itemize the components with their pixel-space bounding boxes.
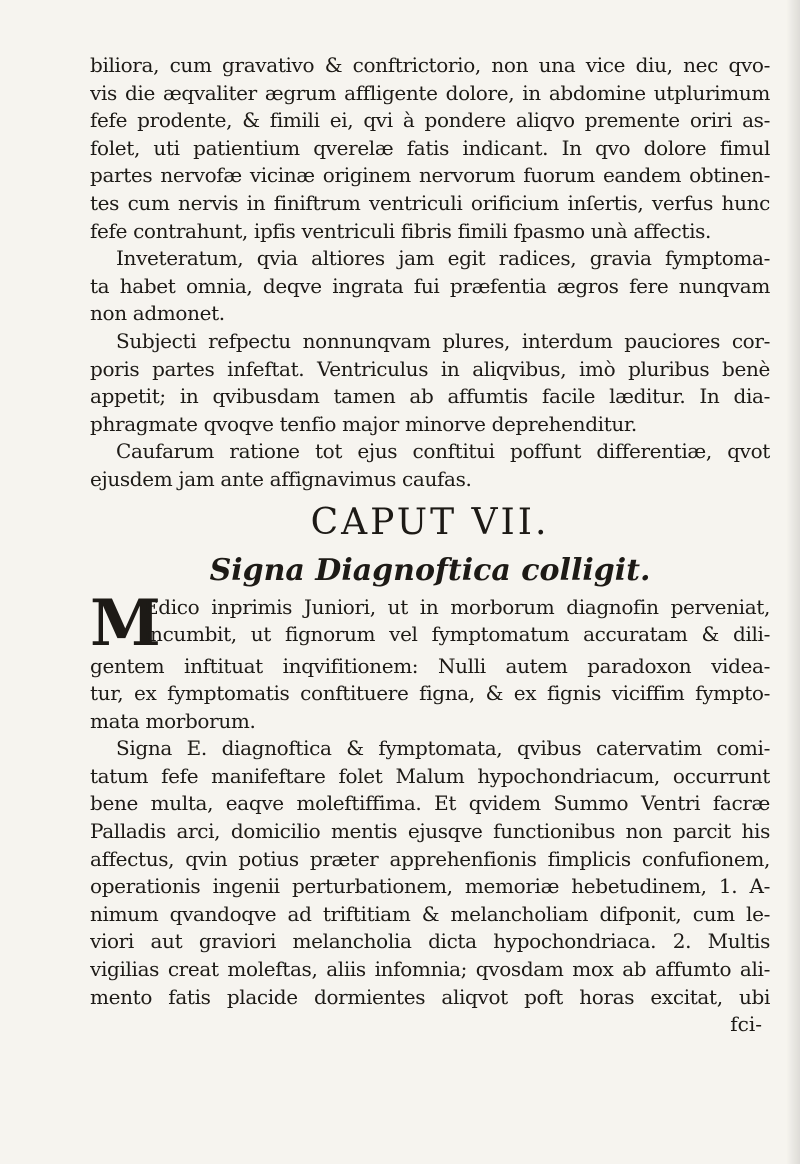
text-line: mata morborum. <box>90 708 256 733</box>
text-line: affectus, qvin potius præter apprehenfionis fimplicis confufionem, <box>90 846 770 871</box>
text-line: Signa E. diagnoftica & fymptomata, qvibus catervatim comi- <box>116 736 770 761</box>
text-line: Edico inprimis Juniori, ut in morborum diagnofin perveniat, <box>144 594 770 619</box>
text-line: ejusdem jam ante affignavimus caufas. <box>90 466 472 491</box>
text-line: fefe contrahunt, ipfis ventriculi fibris fimili fpasmo unà affectis. <box>90 218 712 243</box>
text-line: tatum fefe manifeftare folet Malum hypochondriacum, occurrunt <box>90 763 770 788</box>
chapter-heading: CAPUT VII. <box>310 501 550 543</box>
text-line: tes cum nervis in finiftrum ventriculi orificium inſertis, verfus hunc <box>90 190 770 215</box>
text-line: mento fatis placide dormientes aliqvot poft horas excitat, ubi <box>90 984 770 1009</box>
text-line: appetit; in qvibusdam tamen ab affumtis facile læditur. In dia- <box>90 384 770 409</box>
chapter-subheading: Signa Diagnoftica colligit. <box>209 552 651 588</box>
text-line: tur, ex fymptomatis conftituere figna, & ex fignis viciffim fympto- <box>90 681 770 706</box>
text-line: Caufarum ratione tot ejus conftitui poffunt differentiæ, qvot <box>116 439 770 464</box>
text-line: bene multa, eaqve moleftiffima. Et qvidem Summo Ventri facræ <box>90 791 770 816</box>
text-line: vis die æqvaliter ægrum affligente dolore, in abdomine utplurimum <box>90 80 770 105</box>
catchword: fci- <box>730 1012 762 1037</box>
text-line: partes nervofæ vicinæ originem nervorum fuorum eandem obtinen- <box>90 163 770 188</box>
text-line: poris partes infeftat. Ventriculus in aliqvibus, imò pluribus benè <box>90 356 770 381</box>
text-line: fefe prodente, & fimili ei, qvi à pondere aliqvo premente oriri as- <box>90 108 770 133</box>
text-line: gentem inftituat inqvifitionem: Nulli autem paradoxon videa- <box>90 653 770 678</box>
text-line: Palladis arci, domicilio mentis ejusqve functionibus non parcit his <box>90 819 770 844</box>
text-line: operationis ingenii perturbationem, memoriæ hebetudinem, 1. A- <box>90 874 770 899</box>
text-line: nimum qvandoqve ad triftitiam & melancholiam difponit, cum le- <box>90 901 770 926</box>
text-line: viori aut graviori melancholia dicta hypochondriaca. 2. Multis <box>90 929 770 954</box>
text-block <box>90 52 770 1039</box>
text-line: vigilias creat moleftas, aliis infomnia; qvosdam mox ab affumto ali- <box>90 957 770 982</box>
text-line: Subjecti refpectu nonnunqvam plures, interdum pauciores cor- <box>116 328 770 353</box>
text-line: ta habet omnia, deqve ingrata fui præfentia ægros fere nunqvam <box>90 273 770 298</box>
text-line: Inveteratum, qvia altiores jam egit radices, gravia fymptoma- <box>116 246 770 271</box>
text-line: folet, uti patientium qverelæ fatis indicant. In qvo dolore fimul <box>90 135 770 160</box>
drop-cap-paragraph <box>90 585 770 661</box>
text-line: phragmate qvoqve tenfio major minorve deprehenditur. <box>90 411 637 436</box>
text-line: incumbit, ut fignorum vel fymptomatum accuratam & dili- <box>144 622 770 647</box>
text-line: biliora, cum gravativo & conftrictorio, non una vice diu, nec qvo- <box>90 53 770 77</box>
page-edge-shadow <box>786 0 800 1164</box>
text-line: non admonet. <box>90 301 225 326</box>
drop-cap-initial: M <box>90 585 161 661</box>
